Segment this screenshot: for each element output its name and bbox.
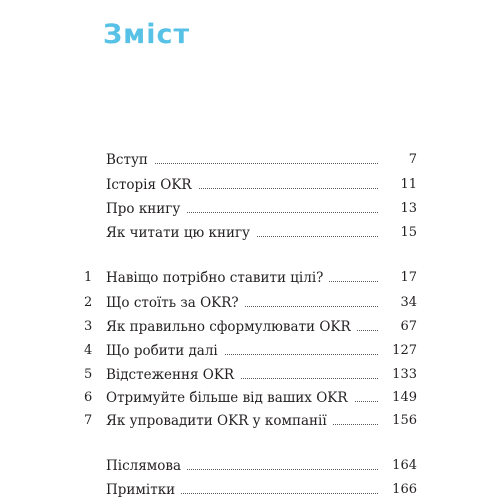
toc-entry-title: Про книгу xyxy=(106,199,186,219)
toc-entry-title: Відстеження OKR xyxy=(106,365,240,385)
toc-entry-title: Що робити далі xyxy=(106,341,224,361)
toc-entry-how-to-read[interactable] xyxy=(0,223,500,243)
toc-entry-notes[interactable] xyxy=(0,480,500,500)
toc-entry-okr-history[interactable] xyxy=(0,175,500,195)
toc-entry-title: Навіщо потрібно ставити цілі? xyxy=(106,268,329,288)
toc-entry-page: 17 xyxy=(394,268,417,288)
toc-entry-about-book[interactable] xyxy=(0,199,500,219)
toc-entry-title: Як читати цю книгу xyxy=(106,223,256,243)
chapter-number: 3 xyxy=(84,319,93,334)
toc-entry-title: Примітки xyxy=(106,480,181,500)
toc-entry-afterword[interactable] xyxy=(0,456,500,476)
toc-chapter-6[interactable] xyxy=(0,388,500,408)
toc-entry-title: Як правильно сформулювати OKR xyxy=(106,317,357,337)
toc-entry-title: Вступ xyxy=(106,150,154,170)
chapter-number: 4 xyxy=(84,343,93,358)
toc-entry-page: 34 xyxy=(394,293,417,313)
toc-entry-page: 127 xyxy=(386,341,417,361)
toc-entry-introduction[interactable] xyxy=(0,150,500,170)
toc-chapter-5[interactable] xyxy=(0,365,500,385)
toc-chapter-7[interactable] xyxy=(0,411,500,431)
toc-chapter-3[interactable] xyxy=(0,317,500,337)
toc-entry-page: 164 xyxy=(386,456,417,476)
page-title: Зміст xyxy=(103,19,191,51)
toc-entry-title: Як упровадити OKR у компанії xyxy=(106,411,333,431)
toc-entry-page: 15 xyxy=(394,223,417,243)
chapter-number: 2 xyxy=(84,295,93,310)
toc-chapter-4[interactable] xyxy=(0,341,500,361)
toc-entry-page: 13 xyxy=(394,199,417,219)
toc-chapter-1[interactable] xyxy=(0,268,500,288)
toc-entry-title: Отримуйте більше від ваших OKR xyxy=(106,388,354,408)
toc-entry-title: Що стоїть за OKR? xyxy=(106,293,245,313)
chapter-number: 7 xyxy=(84,413,93,428)
toc-entry-page: 166 xyxy=(386,480,417,500)
toc-entry-page: 149 xyxy=(386,388,417,408)
chapter-number: 1 xyxy=(84,270,93,285)
toc-entry-title: Післямова xyxy=(106,456,187,476)
toc-entry-page: 7 xyxy=(403,150,417,170)
toc-entry-page: 11 xyxy=(394,175,417,195)
toc-entry-page: 133 xyxy=(386,365,417,385)
toc-entry-page: 67 xyxy=(394,317,417,337)
toc-entry-title: Історія OKR xyxy=(106,175,198,195)
chapter-number: 6 xyxy=(84,390,93,405)
toc-chapter-2[interactable] xyxy=(0,293,500,313)
chapter-number: 5 xyxy=(84,367,93,382)
toc-entry-page: 156 xyxy=(386,411,417,431)
